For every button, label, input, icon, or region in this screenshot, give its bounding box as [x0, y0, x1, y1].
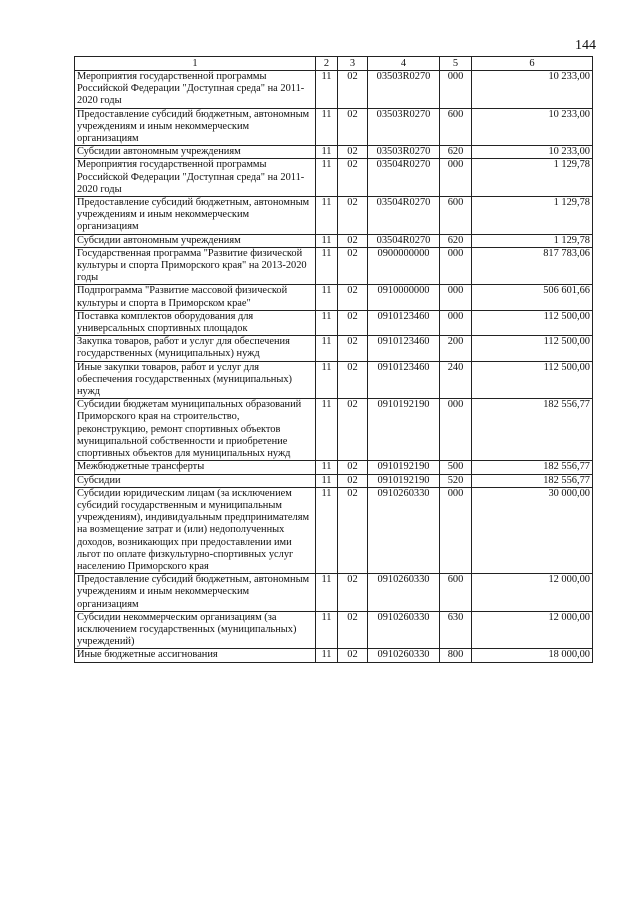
expense-type-cell: 000	[440, 71, 472, 109]
table-row	[75, 336, 593, 361]
section-code-cell: 11	[316, 285, 338, 310]
expense-type-cell: 240	[440, 361, 472, 399]
target-article-cell: 0910192190	[368, 474, 440, 487]
section-code-cell: 11	[316, 159, 338, 197]
target-article-cell: 0910260330	[368, 574, 440, 612]
target-article-cell: 03503R0270	[368, 146, 440, 159]
table-row	[75, 361, 593, 399]
section-code-cell: 11	[316, 361, 338, 399]
target-article-cell: 0910192190	[368, 399, 440, 461]
subsection-code-cell: 02	[338, 574, 368, 612]
section-code-cell: 11	[316, 574, 338, 612]
row-name-cell: Государственная программа "Развитие физической культуры и спорта Приморского края" на 2013-2020 годы	[75, 247, 316, 285]
column-header-4: 4	[368, 57, 440, 71]
target-article-cell: 03504R0270	[368, 159, 440, 197]
column-header-2: 2	[316, 57, 338, 71]
subsection-code-cell: 02	[338, 285, 368, 310]
table-row	[75, 474, 593, 487]
row-name-cell: Субсидии	[75, 474, 316, 487]
table-row	[75, 574, 593, 612]
row-name-cell: Подпрограмма "Развитие массовой физической культуры и спорта в Приморском крае"	[75, 285, 316, 310]
table-row	[75, 71, 593, 109]
section-code-cell: 11	[316, 474, 338, 487]
section-code-cell: 11	[316, 399, 338, 461]
target-article-cell: 0910123460	[368, 361, 440, 399]
expense-type-cell: 000	[440, 159, 472, 197]
amount-cell: 112 500,00	[472, 310, 593, 335]
target-article-cell: 03503R0270	[368, 71, 440, 109]
column-header-3: 3	[338, 57, 368, 71]
row-name-cell: Субсидии автономным учреждениям	[75, 146, 316, 159]
target-article-cell: 0910260330	[368, 649, 440, 662]
row-name-cell: Межбюджетные трансферты	[75, 461, 316, 474]
subsection-code-cell: 02	[338, 247, 368, 285]
row-name-cell: Предоставление субсидий бюджетным, автономным учреждениям и иным некоммерческим организациям	[75, 197, 316, 235]
section-code-cell: 11	[316, 197, 338, 235]
table-row	[75, 649, 593, 662]
table-row	[75, 146, 593, 159]
table-row	[75, 399, 593, 461]
expense-type-cell: 000	[440, 487, 472, 573]
subsection-code-cell: 02	[338, 336, 368, 361]
expense-type-cell: 520	[440, 474, 472, 487]
table-row	[75, 197, 593, 235]
amount-cell: 112 500,00	[472, 361, 593, 399]
row-name-cell: Закупка товаров, работ и услуг для обеспечения государственных (муниципальных) нужд	[75, 336, 316, 361]
column-header-1: 1	[75, 57, 316, 71]
amount-cell: 506 601,66	[472, 285, 593, 310]
subsection-code-cell: 02	[338, 649, 368, 662]
column-header-5: 5	[440, 57, 472, 71]
row-name-cell: Субсидии автономным учреждениям	[75, 234, 316, 247]
amount-cell: 10 233,00	[472, 108, 593, 146]
section-code-cell: 11	[316, 247, 338, 285]
row-name-cell: Предоставление субсидий бюджетным, автономным учреждениям и иным некоммерческим организациям	[75, 574, 316, 612]
target-article-cell: 0910192190	[368, 461, 440, 474]
subsection-code-cell: 02	[338, 146, 368, 159]
section-code-cell: 11	[316, 146, 338, 159]
target-article-cell: 0900000000	[368, 247, 440, 285]
row-name-cell: Субсидии некоммерческим организациям (за исключением государственных (муниципальных) учреждений)	[75, 611, 316, 649]
row-name-cell: Мероприятия государственной программы Российской Федерации "Доступная среда" на 2011-2020 годы	[75, 71, 316, 109]
target-article-cell: 0910260330	[368, 487, 440, 573]
target-article-cell: 0910123460	[368, 310, 440, 335]
column-header-6: 6	[472, 57, 593, 71]
table-row	[75, 247, 593, 285]
subsection-code-cell: 02	[338, 310, 368, 335]
amount-cell: 10 233,00	[472, 71, 593, 109]
header-row	[75, 57, 593, 71]
expense-type-cell: 500	[440, 461, 472, 474]
expense-type-cell: 000	[440, 285, 472, 310]
row-name-cell: Субсидии юридическим лицам (за исключением субсидий государственным и муниципальным учреждениям), индивидуальным предпринимателям на возмещение затрат и (или) недополученных доходов, возникающих при предоставлении ими льгот по оплате физкультурно-спортивных услуг населению Приморского края	[75, 487, 316, 573]
target-article-cell: 0910123460	[368, 336, 440, 361]
amount-cell: 1 129,78	[472, 234, 593, 247]
subsection-code-cell: 02	[338, 361, 368, 399]
expense-type-cell: 600	[440, 197, 472, 235]
section-code-cell: 11	[316, 71, 338, 109]
subsection-code-cell: 02	[338, 461, 368, 474]
section-code-cell: 11	[316, 336, 338, 361]
row-name-cell: Поставка комплектов оборудования для универсальных спортивных площадок	[75, 310, 316, 335]
subsection-code-cell: 02	[338, 159, 368, 197]
table-row	[75, 108, 593, 146]
subsection-code-cell: 02	[338, 611, 368, 649]
section-code-cell: 11	[316, 611, 338, 649]
table-row	[75, 234, 593, 247]
row-name-cell: Иные бюджетные ассигнования	[75, 649, 316, 662]
subsection-code-cell: 02	[338, 234, 368, 247]
row-name-cell: Мероприятия государственной программы Российской Федерации "Доступная среда" на 2011-2020 годы	[75, 159, 316, 197]
section-code-cell: 11	[316, 310, 338, 335]
table-row	[75, 159, 593, 197]
amount-cell: 182 556,77	[472, 399, 593, 461]
table-row	[75, 285, 593, 310]
expense-type-cell: 000	[440, 247, 472, 285]
subsection-code-cell: 02	[338, 197, 368, 235]
expense-type-cell: 600	[440, 108, 472, 146]
amount-cell: 18 000,00	[472, 649, 593, 662]
target-article-cell: 03504R0270	[368, 234, 440, 247]
subsection-code-cell: 02	[338, 487, 368, 573]
expense-type-cell: 000	[440, 310, 472, 335]
section-code-cell: 11	[316, 649, 338, 662]
amount-cell: 12 000,00	[472, 611, 593, 649]
table-row	[75, 487, 593, 573]
row-name-cell: Предоставление субсидий бюджетным, автономным учреждениям и иным некоммерческим организациям	[75, 108, 316, 146]
subsection-code-cell: 02	[338, 108, 368, 146]
expense-type-cell: 620	[440, 146, 472, 159]
subsection-code-cell: 02	[338, 71, 368, 109]
section-code-cell: 11	[316, 108, 338, 146]
target-article-cell: 03504R0270	[368, 197, 440, 235]
table-row	[75, 461, 593, 474]
expense-type-cell: 800	[440, 649, 472, 662]
page-number: 144	[575, 38, 596, 53]
amount-cell: 12 000,00	[472, 574, 593, 612]
section-code-cell: 11	[316, 234, 338, 247]
amount-cell: 10 233,00	[472, 146, 593, 159]
target-article-cell: 0910000000	[368, 285, 440, 310]
subsection-code-cell: 02	[338, 474, 368, 487]
amount-cell: 182 556,77	[472, 461, 593, 474]
table-row	[75, 611, 593, 649]
amount-cell: 182 556,77	[472, 474, 593, 487]
amount-cell: 112 500,00	[472, 336, 593, 361]
amount-cell: 817 783,06	[472, 247, 593, 285]
expense-type-cell: 630	[440, 611, 472, 649]
row-name-cell: Иные закупки товаров, работ и услуг для обеспечения государственных (муниципальных) нужд	[75, 361, 316, 399]
expense-type-cell: 600	[440, 574, 472, 612]
table-body	[75, 71, 593, 663]
target-article-cell: 03503R0270	[368, 108, 440, 146]
amount-cell: 1 129,78	[472, 159, 593, 197]
expense-type-cell: 200	[440, 336, 472, 361]
row-name-cell: Субсидии бюджетам муниципальных образований Приморского края на строительство, реконструкцию, ремонт спортивных объектов муниципальной собственности и приобретение спортивных объектов для муниципальных нужд	[75, 399, 316, 461]
expense-type-cell: 620	[440, 234, 472, 247]
section-code-cell: 11	[316, 461, 338, 474]
subsection-code-cell: 02	[338, 399, 368, 461]
section-code-cell: 11	[316, 487, 338, 573]
target-article-cell: 0910260330	[368, 611, 440, 649]
expense-type-cell: 000	[440, 399, 472, 461]
amount-cell: 30 000,00	[472, 487, 593, 573]
budget-table	[74, 56, 593, 663]
amount-cell: 1 129,78	[472, 197, 593, 235]
table-row	[75, 310, 593, 335]
